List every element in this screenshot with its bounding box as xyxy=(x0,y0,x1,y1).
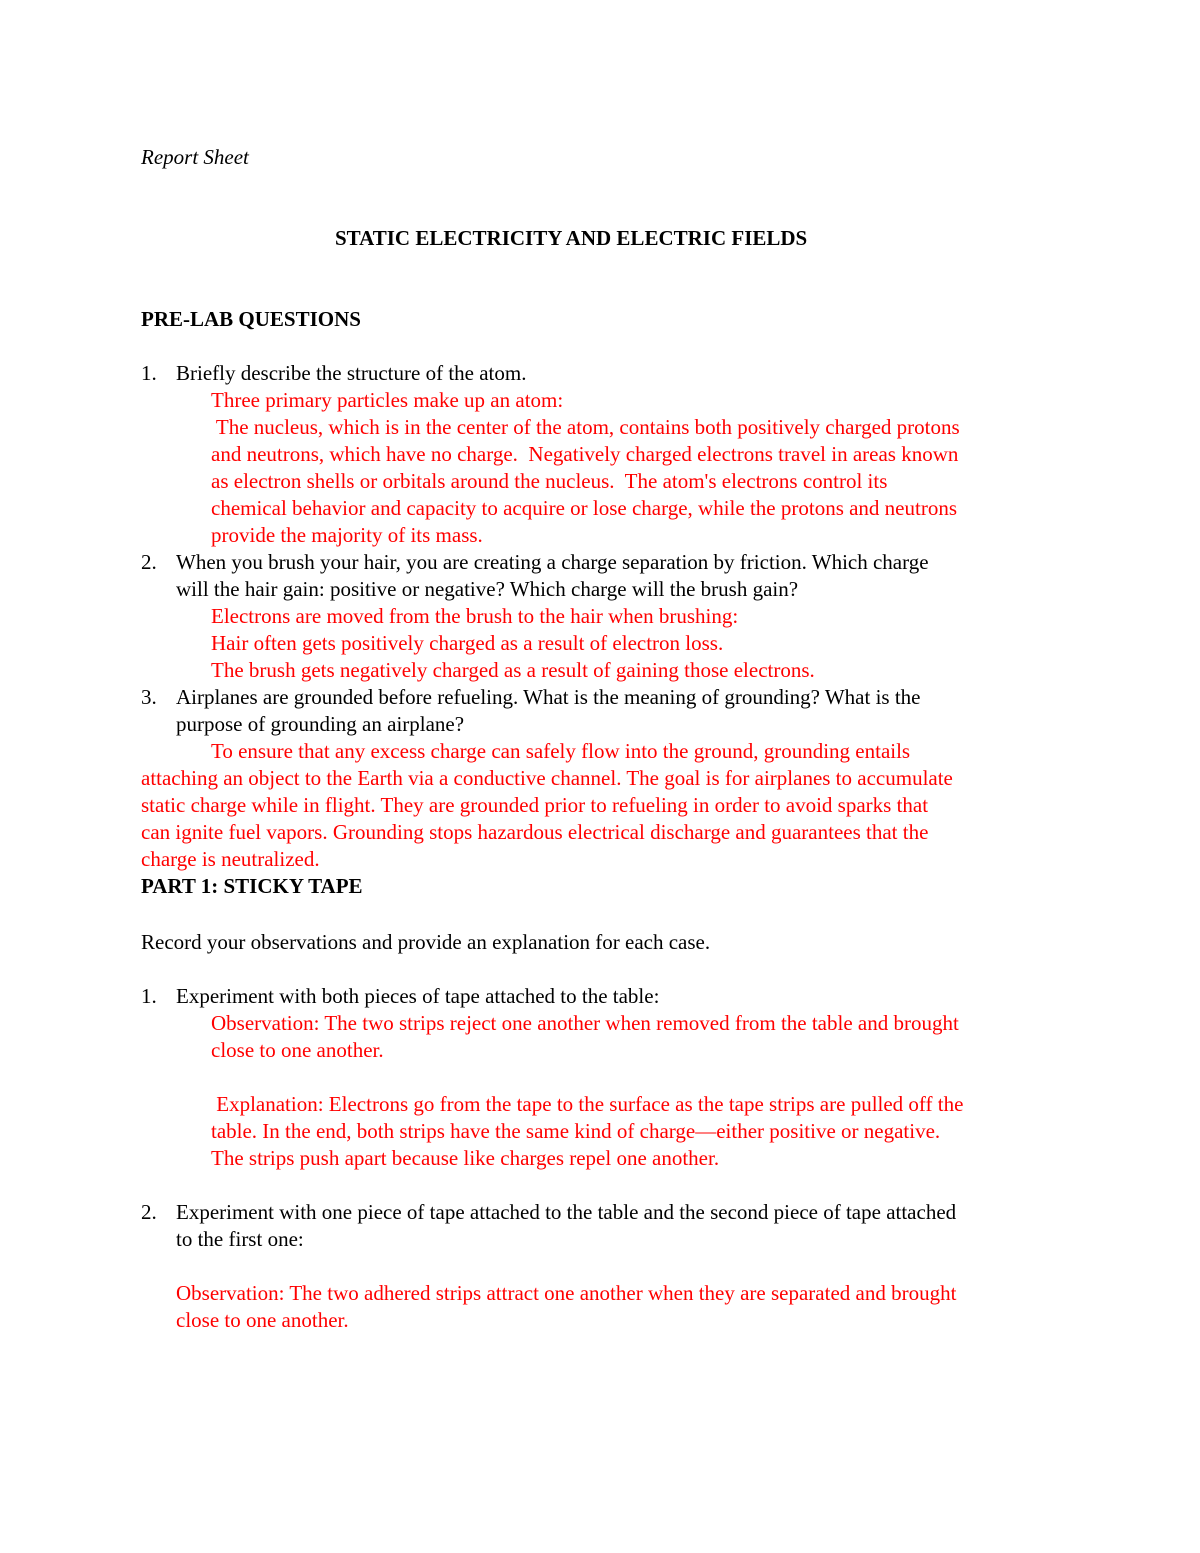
prelab-q1-answer-line: The nucleus, which is in the center of the atom, contains both positively charged protons xyxy=(211,415,960,439)
prelab-q3-answer-line: attaching an object to the Earth via a conductive channel. The goal is for airplanes to accumulate xyxy=(141,766,953,790)
part1-item1-explanation-line: The strips push apart because like charges repel one another. xyxy=(211,1146,720,1170)
prelab-q1-answer-line: Three primary particles make up an atom: xyxy=(211,388,564,412)
part1-heading: PART 1: STICKY TAPE xyxy=(141,874,363,898)
prelab-q1-question: Briefly describe the structure of the atom. xyxy=(176,361,527,385)
prelab-q1-answer-line: as electron shells or orbitals around the nucleus. The atom's electrons control its xyxy=(211,469,888,493)
prelab-q3-answer-line: static charge while in flight. They are grounded prior to refueling in order to avoid sparks that xyxy=(141,793,929,817)
prelab-q2-answer-line: The brush gets negatively charged as a result of gaining those electrons. xyxy=(211,658,815,682)
part1-item2-prompt-line: Experiment with one piece of tape attached to the table and the second piece of tape attached xyxy=(176,1200,957,1224)
part1-item2-observation-line: close to one another. xyxy=(176,1308,349,1332)
prelab-q1-number: 1. xyxy=(141,361,157,385)
part1-item2-number: 2. xyxy=(141,1200,157,1224)
report-sheet-label: Report Sheet xyxy=(141,145,249,169)
prelab-q2-question-line: will the hair gain: positive or negative? Which charge will the brush gain? xyxy=(176,577,799,601)
part1-item1-explanation-line: Explanation: Electrons go from the tape to the surface as the tape strips are pulled off the xyxy=(211,1092,964,1116)
prelab-heading: PRE-LAB QUESTIONS xyxy=(141,307,361,331)
prelab-q1-answer-line: and neutrons, which have no charge. Negatively charged electrons travel in areas known xyxy=(211,442,959,466)
prelab-q2-answer-line: Electrons are moved from the brush to the hair when brushing: xyxy=(211,604,739,628)
prelab-q3-answer-line: can ignite fuel vapors. Grounding stops hazardous electrical discharge and guarantees that the xyxy=(141,820,929,844)
part1-item2-observation-line: Observation: The two adhered strips attract one another when they are separated and brought xyxy=(176,1281,957,1305)
prelab-q3-question-line: purpose of grounding an airplane? xyxy=(176,712,465,736)
prelab-q3-question-line: Airplanes are grounded before refueling. What is the meaning of grounding? What is the xyxy=(176,685,921,709)
prelab-q2-question-line: When you brush your hair, you are creating a charge separation by friction. Which charge xyxy=(176,550,929,574)
part1-instruction: Record your observations and provide an explanation for each case. xyxy=(141,930,711,954)
prelab-q3-answer-line: charge is neutralized. xyxy=(141,847,320,871)
part1-item1-explanation-line: table. In the end, both strips have the same kind of charge—either positive or negative. xyxy=(211,1119,941,1143)
prelab-q2-number: 2. xyxy=(141,550,157,574)
prelab-q3-number: 3. xyxy=(141,685,157,709)
document-title: STATIC ELECTRICITY AND ELECTRIC FIELDS xyxy=(335,226,808,250)
prelab-q1-answer-line: chemical behavior and capacity to acquire or lose charge, while the protons and neutrons xyxy=(211,496,958,520)
part1-item1-observation-line: close to one another. xyxy=(211,1038,384,1062)
part1-item1-observation-line: Observation: The two strips reject one another when removed from the table and brought xyxy=(211,1011,959,1035)
prelab-q2-answer-line: Hair often gets positively charged as a result of electron loss. xyxy=(211,631,724,655)
part1-item1-prompt: Experiment with both pieces of tape attached to the table: xyxy=(176,984,660,1008)
prelab-q1-answer-line: provide the majority of its mass. xyxy=(211,523,483,547)
part1-item1-number: 1. xyxy=(141,984,157,1008)
part1-item2-prompt-line: to the first one: xyxy=(176,1227,304,1251)
prelab-q3-answer-line: To ensure that any excess charge can safely flow into the ground, grounding entails xyxy=(211,739,911,763)
